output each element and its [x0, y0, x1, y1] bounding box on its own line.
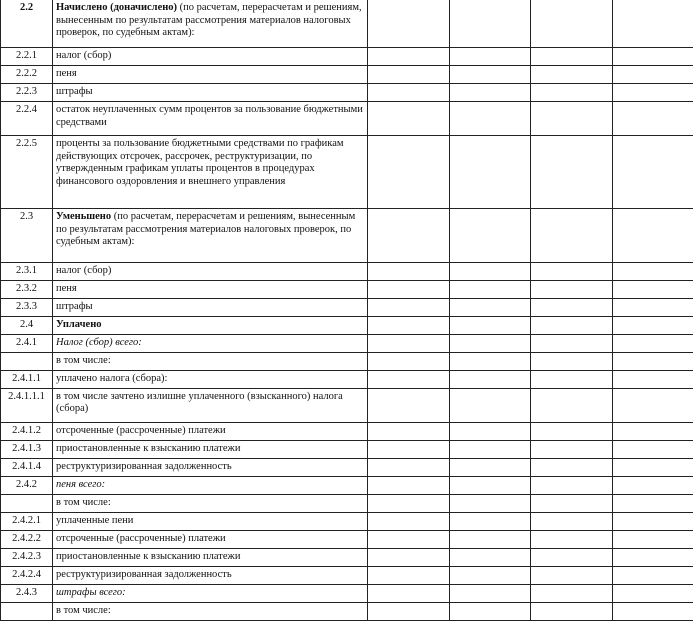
value-cell[interactable] [450, 102, 531, 136]
value-cell[interactable] [531, 281, 613, 299]
value-cell[interactable] [368, 136, 450, 209]
table-row [1, 84, 693, 102]
row-description [53, 566, 368, 584]
value-cell[interactable] [450, 317, 531, 335]
value-cell[interactable] [450, 66, 531, 84]
value-cell[interactable] [450, 263, 531, 281]
value-cell[interactable] [531, 584, 613, 602]
row-description [53, 48, 368, 66]
row-number: 2.4.2.3 [1, 548, 53, 566]
row-description [53, 530, 368, 548]
table-row [1, 263, 693, 281]
row-number: 2.4.1.4 [1, 458, 53, 476]
row-number: 2.3.1 [1, 263, 53, 281]
value-cell[interactable] [613, 566, 693, 584]
row-text: реструктуризированная задолженность [56, 461, 232, 472]
value-cell[interactable] [531, 84, 613, 102]
value-cell[interactable] [531, 458, 613, 476]
row-text: налог (сбор) [56, 50, 111, 61]
table-row [1, 0, 693, 48]
row-description [53, 458, 368, 476]
value-cell[interactable] [613, 0, 693, 48]
value-cell[interactable] [450, 388, 531, 422]
value-cell[interactable] [450, 602, 531, 620]
row-description [53, 0, 368, 48]
table-row [1, 388, 693, 422]
value-cell[interactable] [531, 548, 613, 566]
value-cell[interactable] [531, 370, 613, 388]
value-cell[interactable] [531, 209, 613, 263]
row-text: уплачено налога (сбора): [56, 373, 167, 384]
row-description [53, 352, 368, 370]
value-cell[interactable] [613, 530, 693, 548]
value-cell[interactable] [368, 566, 450, 584]
row-description [53, 334, 368, 352]
value-cell[interactable] [450, 209, 531, 263]
value-cell[interactable] [368, 584, 450, 602]
value-cell[interactable] [368, 334, 450, 352]
row-text: штрафы [56, 86, 93, 97]
value-cell[interactable] [450, 352, 531, 370]
row-text: реструктуризированная задолженность [56, 569, 232, 580]
value-cell[interactable] [450, 530, 531, 548]
row-number: 2.4.1 [1, 334, 53, 352]
row-description [53, 388, 368, 422]
row-number: 2.4.1.3 [1, 440, 53, 458]
value-cell[interactable] [368, 476, 450, 494]
table-row [1, 281, 693, 299]
row-number: 2.4.2.1 [1, 512, 53, 530]
row-description [53, 584, 368, 602]
row-description [53, 263, 368, 281]
table-row [1, 458, 693, 476]
row-description [53, 370, 368, 388]
value-cell[interactable] [531, 602, 613, 620]
row-description [53, 136, 368, 209]
value-cell[interactable] [368, 440, 450, 458]
table-row [1, 566, 693, 584]
value-cell[interactable] [613, 48, 693, 66]
table-row [1, 66, 693, 84]
value-cell[interactable] [450, 584, 531, 602]
value-cell[interactable] [613, 263, 693, 281]
value-cell[interactable] [368, 352, 450, 370]
row-text: в том числе: [56, 497, 111, 508]
value-cell[interactable] [613, 548, 693, 566]
value-cell[interactable] [531, 299, 613, 317]
value-cell[interactable] [531, 48, 613, 66]
row-number [1, 602, 53, 620]
value-cell[interactable] [450, 0, 531, 48]
row-text: отсроченные (рассроченные) платежи [56, 425, 226, 436]
row-number: 2.4.2.2 [1, 530, 53, 548]
row-text: в том числе: [56, 355, 111, 366]
value-cell[interactable] [531, 102, 613, 136]
row-text: пеня [56, 283, 77, 294]
row-number: 2.4.1.1 [1, 370, 53, 388]
row-text: в том числе: [56, 605, 111, 616]
row-number: 2.3.3 [1, 299, 53, 317]
value-cell[interactable] [613, 602, 693, 620]
row-number: 2.4.1.2 [1, 422, 53, 440]
table-row [1, 209, 693, 263]
row-description [53, 440, 368, 458]
row-text: приостановленные к взысканию платежи [56, 551, 240, 562]
value-cell[interactable] [531, 263, 613, 281]
row-text: отсроченные (рассроченные) платежи [56, 533, 226, 544]
row-number: 2.3.2 [1, 281, 53, 299]
value-cell[interactable] [613, 422, 693, 440]
table-body [1, 0, 693, 620]
value-cell[interactable] [368, 602, 450, 620]
value-cell[interactable] [450, 370, 531, 388]
row-heading: Уплачено [56, 319, 102, 330]
value-cell[interactable] [613, 281, 693, 299]
value-cell[interactable] [450, 299, 531, 317]
row-number [1, 494, 53, 512]
value-cell[interactable] [613, 512, 693, 530]
value-cell[interactable] [613, 476, 693, 494]
row-description [53, 102, 368, 136]
table-row [1, 512, 693, 530]
value-cell[interactable] [450, 494, 531, 512]
table-row [1, 370, 693, 388]
value-cell[interactable] [368, 0, 450, 48]
value-cell[interactable] [450, 512, 531, 530]
row-text: проценты за пользование бюджетными средствами по графикам действующих отсрочек, рассрочек, реструктуризации, по утвержденным графикам уплаты процентов в процедурах финансового оздоровления и внешнего управления [56, 138, 344, 187]
value-cell[interactable] [450, 566, 531, 584]
row-number: 2.4.2.4 [1, 566, 53, 584]
value-cell[interactable] [368, 209, 450, 263]
table-row [1, 352, 693, 370]
value-cell[interactable] [368, 84, 450, 102]
value-cell[interactable] [368, 458, 450, 476]
row-description [53, 84, 368, 102]
value-cell[interactable] [531, 440, 613, 458]
table-row [1, 494, 693, 512]
row-text: пеня [56, 68, 77, 79]
value-cell[interactable] [531, 136, 613, 209]
value-cell[interactable] [531, 334, 613, 352]
value-cell[interactable] [531, 494, 613, 512]
row-heading: Налог (сбор) всего: [56, 337, 142, 348]
table-row [1, 102, 693, 136]
row-number [1, 352, 53, 370]
value-cell[interactable] [531, 476, 613, 494]
value-cell[interactable] [531, 0, 613, 48]
value-cell[interactable] [368, 281, 450, 299]
value-cell[interactable] [613, 494, 693, 512]
table-row [1, 317, 693, 335]
value-cell[interactable] [450, 136, 531, 209]
value-cell[interactable] [368, 48, 450, 66]
value-cell[interactable] [613, 102, 693, 136]
value-cell[interactable] [613, 440, 693, 458]
value-cell[interactable] [368, 102, 450, 136]
value-cell[interactable] [450, 422, 531, 440]
table-row [1, 299, 693, 317]
table-row [1, 548, 693, 566]
table-row [1, 440, 693, 458]
value-cell[interactable] [531, 512, 613, 530]
value-cell[interactable] [450, 48, 531, 66]
row-description [53, 548, 368, 566]
value-cell[interactable] [531, 388, 613, 422]
row-description [53, 422, 368, 440]
value-cell[interactable] [450, 458, 531, 476]
value-cell[interactable] [368, 422, 450, 440]
row-text: остаток неуплаченных сумм процентов за пользование бюджетными средствами [56, 104, 363, 128]
value-cell[interactable] [613, 352, 693, 370]
row-description [53, 281, 368, 299]
value-cell[interactable] [368, 263, 450, 281]
row-text: приостановленные к взысканию платежи [56, 443, 240, 454]
row-description [53, 494, 368, 512]
value-cell[interactable] [531, 566, 613, 584]
row-text: (по расчетам, перерасчетам и решениям, вынесенным по результатам рассмотрения материалов налоговых проверок, по судебным актам): [56, 211, 355, 247]
value-cell[interactable] [531, 317, 613, 335]
value-cell[interactable] [450, 84, 531, 102]
row-number: 2.4 [1, 317, 53, 335]
value-cell[interactable] [531, 66, 613, 84]
value-cell[interactable] [368, 530, 450, 548]
value-cell[interactable] [368, 548, 450, 566]
value-cell[interactable] [613, 136, 693, 209]
row-number: 2.2.3 [1, 84, 53, 102]
table-row [1, 584, 693, 602]
row-number: 2.2.5 [1, 136, 53, 209]
value-cell[interactable] [368, 494, 450, 512]
row-number: 2.4.1.1.1 [1, 388, 53, 422]
table-row [1, 476, 693, 494]
value-cell[interactable] [613, 388, 693, 422]
value-cell[interactable] [450, 334, 531, 352]
row-number: 2.2.1 [1, 48, 53, 66]
row-heading: Уменьшено [56, 211, 111, 222]
value-cell[interactable] [613, 299, 693, 317]
value-cell[interactable] [531, 352, 613, 370]
value-cell[interactable] [368, 370, 450, 388]
value-cell[interactable] [368, 512, 450, 530]
row-text: в том числе зачтено излишне уплаченного (взысканного) налога (сбора) [56, 391, 343, 415]
row-text: уплаченные пени [56, 515, 133, 526]
row-heading: Начислено (доначислено) [56, 2, 177, 13]
value-cell[interactable] [450, 548, 531, 566]
value-cell[interactable] [613, 584, 693, 602]
row-description [53, 476, 368, 494]
row-description [53, 66, 368, 84]
row-number: 2.3 [1, 209, 53, 263]
row-description [53, 602, 368, 620]
row-heading: пеня всего: [56, 479, 105, 490]
value-cell[interactable] [613, 334, 693, 352]
row-description [53, 317, 368, 335]
row-description [53, 512, 368, 530]
row-text: (по расчетам, перерасчетам и решениям, вынесенным по результатам рассмотрения материалов налоговых проверок, по судебным актам): [56, 2, 362, 38]
table-row [1, 602, 693, 620]
value-cell[interactable] [450, 440, 531, 458]
value-cell[interactable] [613, 209, 693, 263]
value-cell[interactable] [531, 530, 613, 548]
value-cell[interactable] [368, 66, 450, 84]
row-number: 2.4.3 [1, 584, 53, 602]
value-cell[interactable] [613, 66, 693, 84]
table-row [1, 136, 693, 209]
row-number: 2.2.2 [1, 66, 53, 84]
value-cell[interactable] [450, 476, 531, 494]
value-cell[interactable] [613, 84, 693, 102]
value-cell[interactable] [368, 388, 450, 422]
row-description [53, 299, 368, 317]
row-description [53, 209, 368, 263]
row-number: 2.4.2 [1, 476, 53, 494]
value-cell[interactable] [613, 370, 693, 388]
row-number: 2.2 [1, 0, 53, 48]
value-cell[interactable] [368, 299, 450, 317]
row-number: 2.2.4 [1, 102, 53, 136]
value-cell[interactable] [613, 458, 693, 476]
value-cell[interactable] [368, 317, 450, 335]
table-row [1, 530, 693, 548]
row-text: штрафы [56, 301, 93, 312]
row-heading: штрафы всего: [56, 587, 126, 598]
table-row [1, 422, 693, 440]
table-row [1, 334, 693, 352]
row-text: налог (сбор) [56, 265, 111, 276]
value-cell[interactable] [450, 281, 531, 299]
value-cell[interactable] [613, 317, 693, 335]
table-row [1, 48, 693, 66]
value-cell[interactable] [531, 422, 613, 440]
